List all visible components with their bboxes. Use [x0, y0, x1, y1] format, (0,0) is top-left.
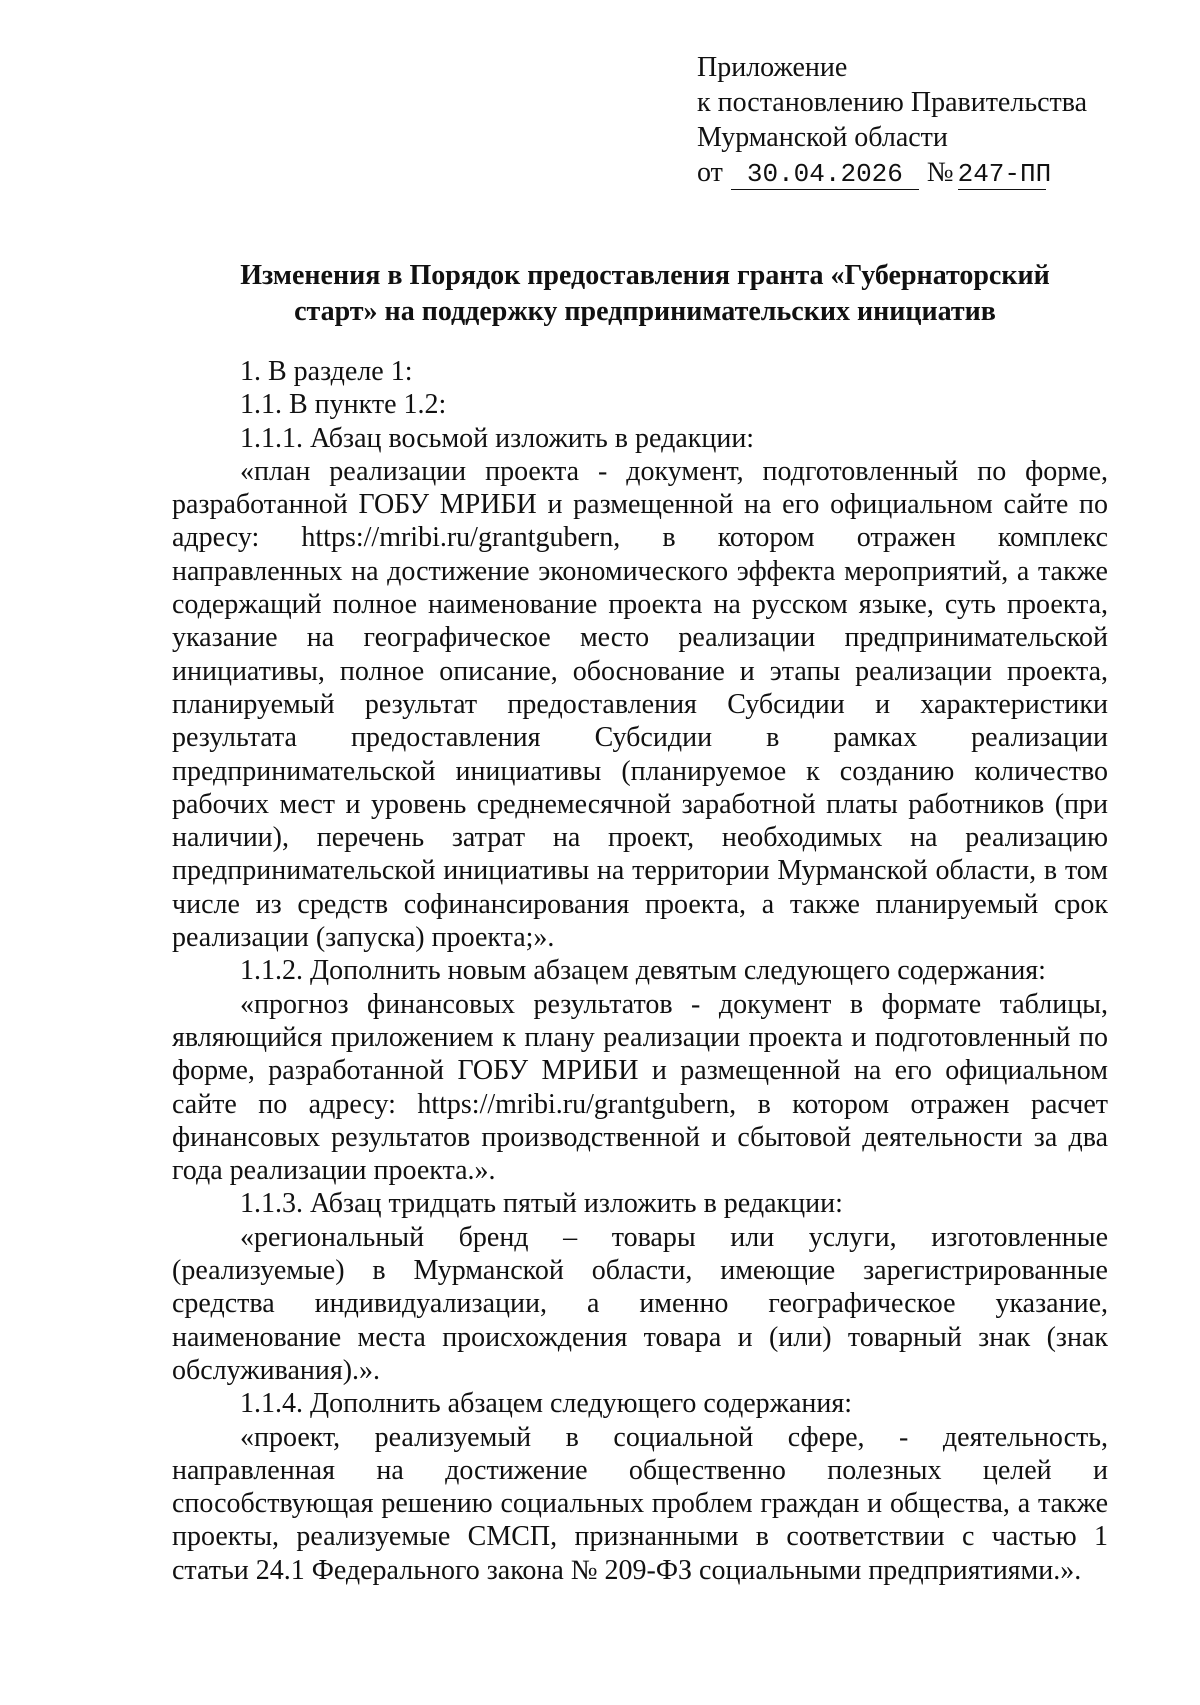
title-line-2: старт» на поддержку предпринимательских инициатив [294, 296, 996, 327]
paragraph-quote-forecast: «прогноз финансовых результатов - документ в формате таблицы, являющийся приложением к плану реализации проекта и подготовленный по форме, разработанной ГОБУ МРИБИ и размещенной на его официальном сайте по адресу: https://mribi.ru/grantgubern, в котором отражен расчет финансовых результатов производственной и сбытовой деятельности за два года реализации проекта.». [172, 988, 1108, 1187]
paragraph-item-1-1-3: 1.1.3. Абзац тридцать пятый изложить в редакции: [240, 1188, 843, 1220]
appendix-date-line [697, 155, 1087, 190]
decree-number: 247-ПП [957, 159, 1052, 189]
appendix-block [697, 50, 1087, 190]
document-body [172, 355, 1108, 1587]
decree-date: 30.04.2026 [731, 159, 919, 190]
document-title [170, 258, 1120, 330]
date-prefix: от [697, 157, 723, 188]
paragraph-item-1-1-4: 1.1.4. Дополнить абзацем следующего содержания: [240, 1388, 853, 1420]
paragraph-item-1-1-2: 1.1.2. Дополнить новым абзацем девятым следующего содержания: [240, 955, 1046, 987]
paragraph-quote-social: «проект, реализуемый в социальной сфере, - деятельность, направленная на достижение общественно полезных целей и способствующая решению социальных проблем граждан и общества, а также проекты, реализуемые СМСП, признанными в соответствии с частью 1 статьи 24.1 Федерального закона № 209-ФЗ социальными предприятиями.». [172, 1421, 1108, 1586]
paragraph-quote-plan: «план реализации проекта - документ, подготовленный по форме, разработанной ГОБУ МРИБИ и размещенной на его официальном сайте по адресу: https://mribi.ru/grantgubern, в котором отражен комплекс направленных на достижение экономического эффекта мероприятий, а также содержащий полное наименование проекта на русском языке, суть проекта, указание на географическое место реализации предпринимательской инициативы, полное описание, обоснование и этапы реализации проекта, планируемый результат предоставления Субсидии и характеристики результата предоставления Субсидии в рамках реализации предпринимательской инициативы (планируемое к созданию количество рабочих мест и уровень среднемесячной заработной платы работников (при наличии), перечень затрат на проект, необходимых на реализацию предпринимательской инициативы на территории Мурманской области, в том числе из средств софинансирования проекта, а также планируемый срок реализации (запуска) проекта;». [172, 455, 1108, 954]
appendix-line-1: Приложение [697, 52, 848, 83]
paragraph-point-1-1: 1.1. В пункте 1.2: [240, 389, 447, 421]
title-line-1: Изменения в Порядок предоставления гранта «Губернаторский [240, 260, 1050, 291]
paragraph-item-1-1-1: 1.1.1. Абзац восьмой изложить в редакции: [240, 422, 755, 454]
number-prefix: № [926, 157, 954, 188]
appendix-line-3: Мурманской области [697, 122, 948, 153]
paragraph-quote-brand: «региональный бренд – товары или услуги, изготовленные (реализуемые) в Мурманской области, имеющие зарегистрированные средства индивидуализации, а именно географическое указание, наименование места происхождения товара и (или) товарный знак (знак обслуживания).». [172, 1221, 1108, 1386]
appendix-line-2: к постановлению Правительства [697, 87, 1088, 118]
paragraph-section-1: 1. В разделе 1: [240, 356, 413, 387]
